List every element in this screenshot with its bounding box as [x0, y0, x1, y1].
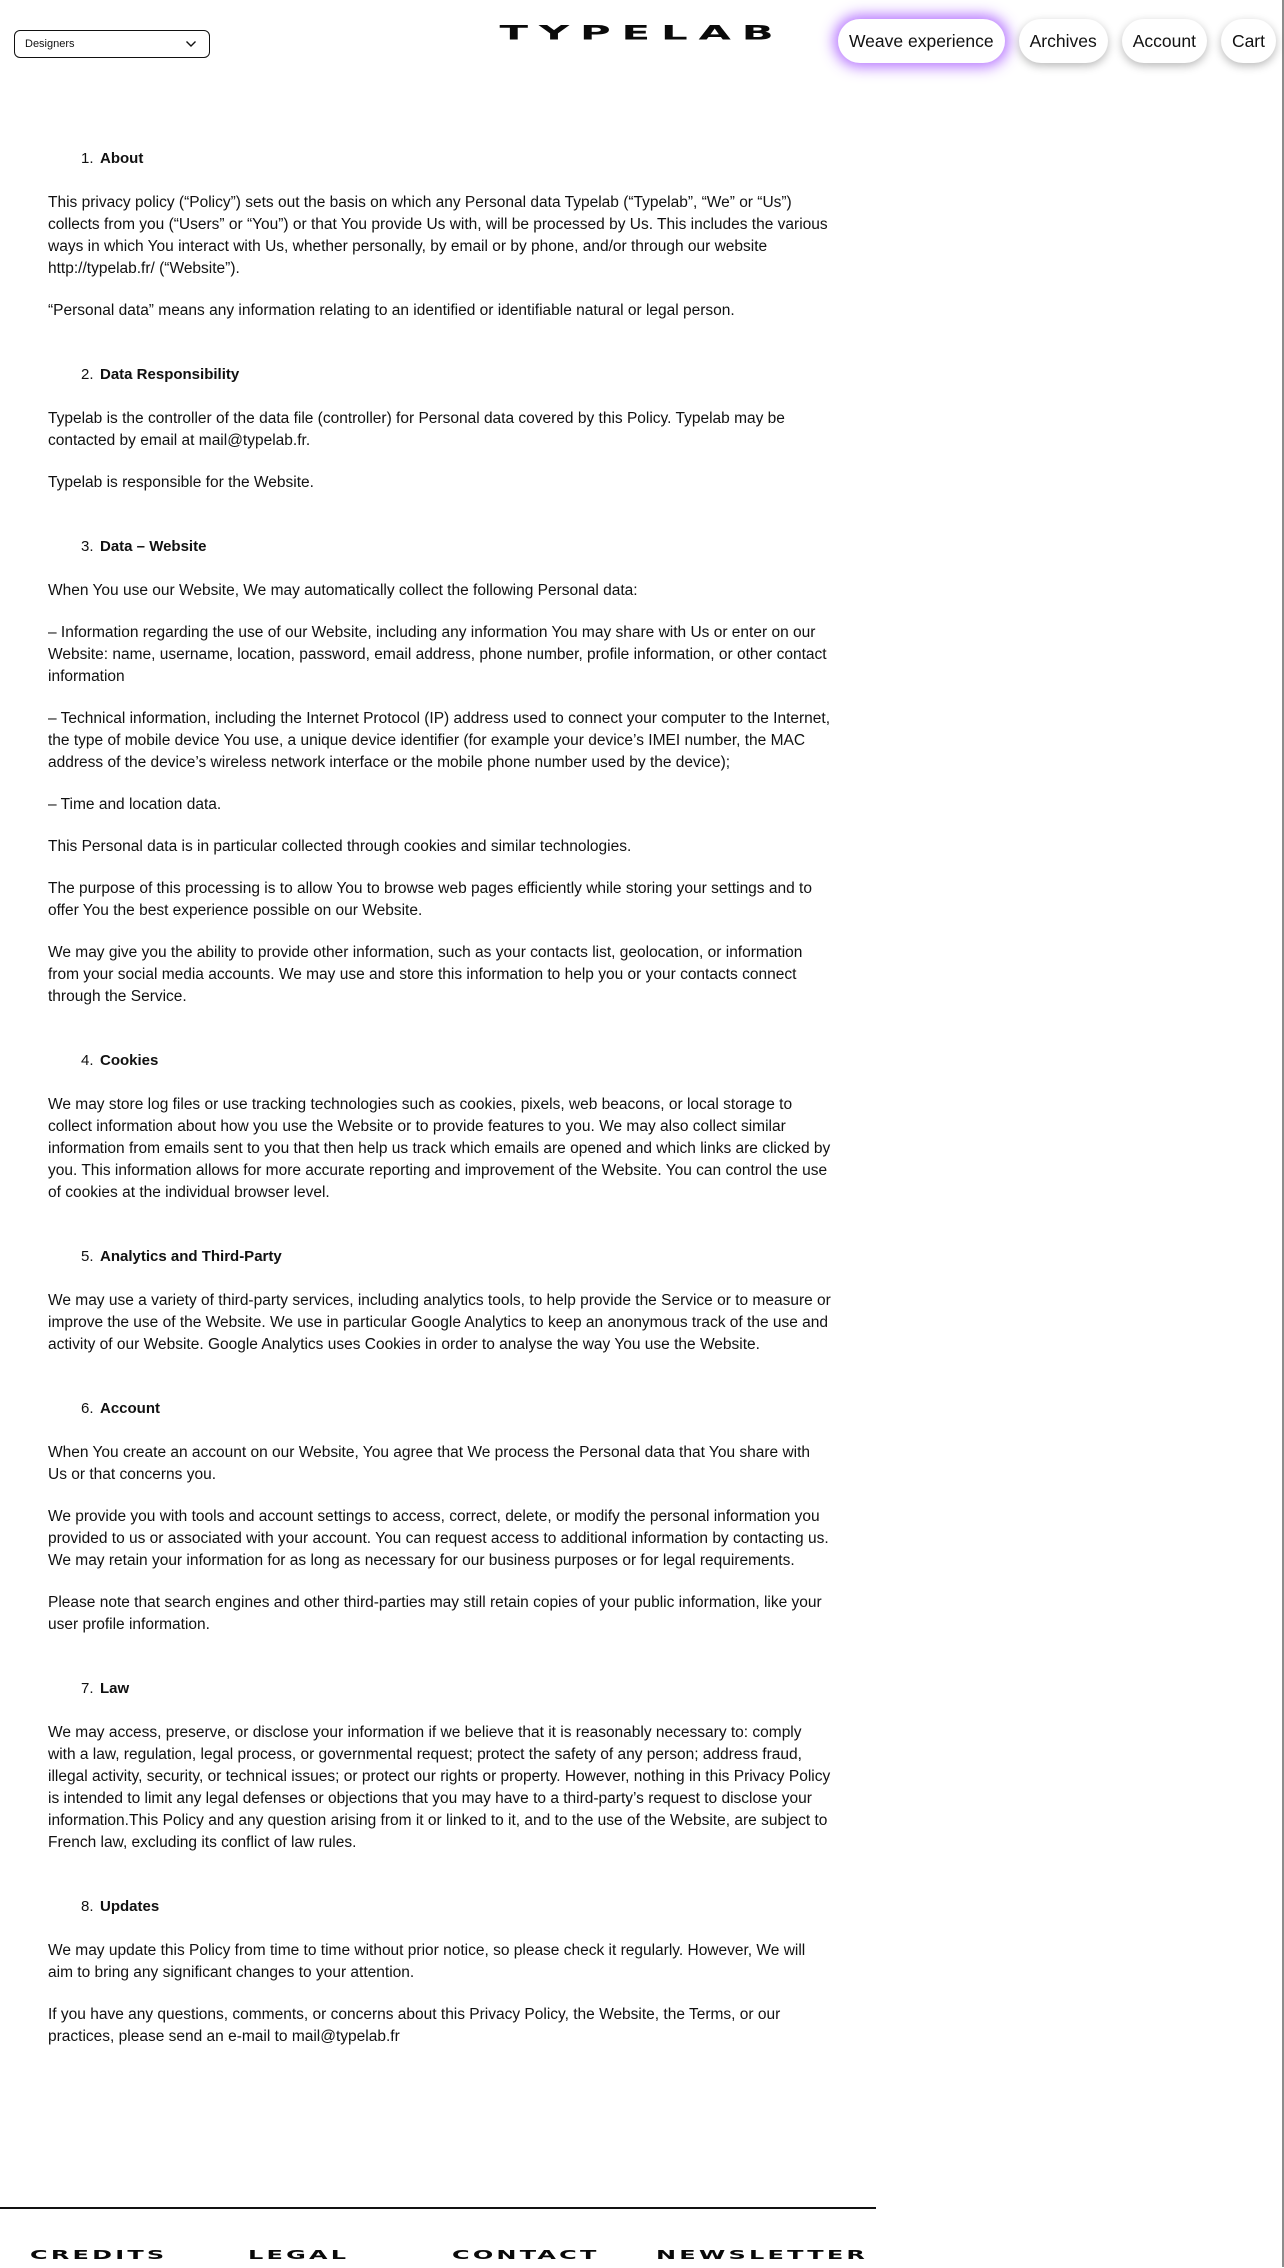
policy-paragraph: Typelab is the controller of the data file (controller) for Personal data covered by this Policy. Typelab may be contacted by email at mail@typelab.fr. [48, 410, 785, 449]
policy-paragraph: We provide you with tools and account settings to access, correct, delete, or modify the personal information you provided to us or associated with your account. You can request access to additional information by contacting us. We may retain your information for as long as necessary for our business purposes or for legal requirements. [48, 1508, 829, 1569]
footer-link-legal[interactable]: LEGAL [248, 2248, 350, 2263]
section-number: 5. [81, 1248, 94, 1265]
designers-dropdown[interactable] [14, 30, 210, 58]
policy-paragraph: We may update this Policy from time to time without prior notice, so please check it regularly. However, We will aim to bring any significant changes to your attention. [48, 1942, 806, 1981]
policy-paragraph: Typelab is responsible for the Website. [48, 474, 314, 491]
section-number: 8. [81, 1898, 94, 1915]
policy-paragraph: When You use our Website, We may automatically collect the following Personal data: [48, 582, 638, 599]
policy-paragraph: If you have any questions, comments, or concerns about this Privacy Policy, the Website, the Terms, or our practices, please send an e-mail to mail@typelab.fr [48, 2006, 781, 2045]
section-title: Cookies [100, 1052, 159, 1069]
section-title: About [100, 150, 144, 167]
policy-paragraph: “Personal data” means any information relating to an identified or identifiable natural or legal person. [48, 302, 735, 319]
chevron-down-icon [185, 38, 197, 50]
footer-links [0, 2248, 876, 2268]
section-title: Account [100, 1400, 160, 1417]
section-heading [48, 364, 832, 386]
policy-section [48, 1678, 832, 1854]
policy-paragraph: This privacy policy (“Policy”) sets out the basis on which any Personal data Typelab (“Typelab”, “We” or “Us”) collects from you (“Users” or “You”) or that You provide Us with, will be processed by Us. This includes the various ways in which You interact with Us, whether personally, by email or by phone, and/or through our website http://typelab.fr/ (“Website”). [48, 194, 828, 277]
cart-button[interactable]: Cart [1221, 19, 1276, 63]
policy-section [48, 364, 832, 494]
footer-link-newsletter[interactable]: NEWSLETTER [656, 2248, 869, 2263]
policy-paragraph: We may access, preserve, or disclose your information if we believe that it is reasonably necessary to: comply with a law, regulation, legal process, or governmental request; protect the safety of any person; address fraud, illegal activity, security, or technical issues; or protect our rights or property. However, nothing in this Privacy Policy is intended to limit any legal defenses or objections that you may have to a third-party’s request to disclose your information.This Policy and any question arising from it or linked to it, and to the use of the Website, are subject to French law, excluding its conflict of law rules. [48, 1724, 831, 1851]
policy-paragraph: When You create an account on our Website, You agree that We process the Personal data that You share with Us or that concerns you. [48, 1444, 811, 1483]
section-number: 1. [81, 150, 94, 167]
policy-paragraph: We may use a variety of third-party services, including analytics tools, to help provide the Service or to measure or improve the use of the Website. We use in particular Google Analytics to keep an anonymous track of the use and activity of our Website. Google Analytics uses Cookies in order to analyse the way You use the Website. [48, 1292, 831, 1353]
section-title: Law [100, 1680, 130, 1697]
policy-section [48, 1398, 832, 1636]
footer-link-credits[interactable]: CREDITS [30, 2248, 168, 2263]
main-nav [838, 19, 1276, 63]
section-heading [48, 1246, 832, 1268]
section-heading [48, 536, 832, 558]
section-title: Updates [100, 1898, 160, 1915]
section-number: 7. [81, 1680, 94, 1697]
section-number: 4. [81, 1052, 94, 1069]
policy-section [48, 1050, 832, 1204]
section-heading [48, 148, 832, 170]
section-number: 2. [81, 366, 94, 383]
section-title: Data – Website [100, 538, 207, 555]
policy-section [48, 1896, 832, 2048]
policy-paragraph: We may store log files or use tracking technologies such as cookies, pixels, web beacons, or local storage to collect information about how you use the Website or to provide features to you. We may also collect similar information from emails sent to you that then help us track which emails are opened and which links are clicked by you. This information allows for more accurate reporting and improvement of the Website. You can control the use of cookies at the individual browser level. [48, 1096, 831, 1201]
policy-paragraph: This Personal data is in particular collected through cookies and similar technologies. [48, 838, 632, 855]
footer-divider [0, 2207, 876, 2209]
section-heading [48, 1398, 832, 1420]
policy-section [48, 536, 832, 1008]
policy-section [48, 1246, 832, 1356]
weave-experience-button[interactable]: Weave experience [838, 19, 1005, 63]
typelab-logo[interactable]: TYPELAB [499, 22, 785, 45]
privacy-policy-content [48, 148, 832, 2090]
site-header [0, 0, 1284, 90]
policy-paragraph: We may give you the ability to provide other information, such as your contacts list, geolocation, or information from your social media accounts. We may use and store this information to help you or your contacts connect through the Service. [48, 944, 803, 1005]
policy-paragraph: Please note that search engines and other third-parties may still retain copies of your public information, like your user profile information. [48, 1594, 822, 1633]
section-title: Analytics and Third-Party [100, 1248, 282, 1265]
account-button[interactable]: Account [1122, 19, 1207, 63]
section-heading [48, 1896, 832, 1918]
policy-paragraph: – Time and location data. [48, 796, 222, 813]
policy-paragraph: – Information regarding the use of our Website, including any information You may share with Us or enter on our Website: name, username, location, password, email address, phone number, profile information, or other contact information [48, 624, 827, 685]
section-number: 3. [81, 538, 94, 555]
section-title: Data Responsibility [100, 366, 240, 383]
section-number: 6. [81, 1400, 94, 1417]
policy-paragraph: – Technical information, including the Internet Protocol (IP) address used to connect your computer to the Internet, the type of mobile device You use, a unique device identifier (for example your device’s IMEI number, the MAC address of the device’s wireless network interface or the mobile phone number used by the device); [48, 710, 831, 771]
section-heading [48, 1050, 832, 1072]
policy-section [48, 148, 832, 322]
archives-button[interactable]: Archives [1019, 19, 1108, 63]
footer-link-contact[interactable]: CONTACT [452, 2248, 600, 2263]
designers-dropdown-value: Designers [25, 38, 75, 50]
policy-paragraph: The purpose of this processing is to allow You to browse web pages efficiently while storing your settings and to offer You the best experience possible on our Website. [48, 880, 812, 919]
section-heading [48, 1678, 832, 1700]
